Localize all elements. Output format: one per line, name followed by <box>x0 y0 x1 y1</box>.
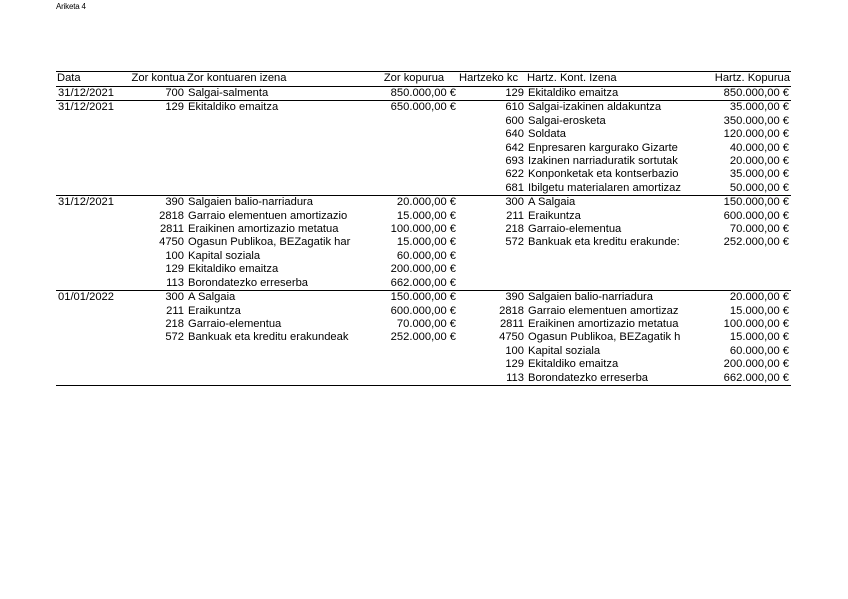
credit-account-number: 4750 <box>499 331 524 344</box>
credit-account-number: 113 <box>458 372 526 386</box>
debit-account-number: 129 <box>165 263 184 276</box>
table-row <box>56 331 791 344</box>
debit-account-name <box>186 345 370 358</box>
credit-account-number: 129 <box>505 358 524 371</box>
credit-amount <box>700 250 791 263</box>
debit-amount <box>370 115 458 128</box>
credit-account-number: 681 <box>505 181 524 194</box>
credit-account-number: 300 <box>458 196 526 210</box>
header-debit-amount: Zor kopurua <box>370 72 458 87</box>
credit-amount: 200.000,00 € <box>723 358 789 371</box>
credit-amount <box>700 277 791 291</box>
credit-account-name: Enpresaren kargurako Gizarte <box>528 141 678 154</box>
credit-amount: 150.000,00 € <box>700 196 791 210</box>
credit-amount: 15.000,00 € <box>729 304 789 317</box>
table-row <box>56 358 791 371</box>
header-credit-amount: Hartz. Kopurua <box>700 72 791 87</box>
entry-date <box>56 331 124 344</box>
credit-account-number: 100 <box>505 344 524 357</box>
debit-account-name <box>186 115 370 128</box>
table-row <box>56 250 791 263</box>
debit-account-name: Garraio elementuen amortizazio <box>188 209 348 222</box>
credit-account-number: 211 <box>506 209 524 222</box>
credit-account-name: Eraikuntza <box>528 209 581 222</box>
header-debit-account: Zor kontua <box>124 72 186 87</box>
debit-account-number: 390 <box>124 196 186 210</box>
table-row <box>56 101 791 115</box>
debit-amount: 662.000,00 € <box>390 276 456 289</box>
credit-account-number: 2811 <box>499 317 524 330</box>
credit-account-name: Ekitaldiko emaitza <box>528 358 619 371</box>
entry-date <box>56 223 124 236</box>
debit-account-number <box>124 142 186 155</box>
debit-account-number: 113 <box>166 276 184 289</box>
table-row <box>56 196 791 210</box>
entry-date: 01/01/2022 <box>56 291 124 305</box>
debit-amount <box>370 142 458 155</box>
credit-account-number: 129 <box>458 87 526 101</box>
credit-amount: 100.000,00 € <box>723 317 789 330</box>
credit-amount: 350.000,00 € <box>723 114 789 127</box>
entry-date <box>56 128 124 141</box>
entry-date <box>56 263 124 276</box>
debit-account-number: 300 <box>124 291 186 305</box>
table-row <box>56 223 791 236</box>
header-date: Data <box>56 72 124 87</box>
debit-account-name <box>186 155 370 168</box>
credit-account-name: Izakinen narriaduratik sortutak <box>528 155 678 168</box>
credit-account-name: Eraikinen amortizazio metatua <box>528 317 679 330</box>
debit-account-number: 572 <box>165 331 184 344</box>
header-debit-name: Zor kontuaren izena <box>186 72 370 87</box>
debit-amount: 150.000,00 € <box>370 291 458 305</box>
journal-body <box>56 87 791 386</box>
debit-amount: 650.000,00 € <box>370 101 458 115</box>
credit-account-number: 218 <box>505 223 524 236</box>
table-row <box>56 291 791 305</box>
table-row <box>56 277 791 291</box>
journal-table <box>56 71 791 386</box>
debit-account-number: 2811 <box>159 223 184 236</box>
debit-amount <box>370 372 458 386</box>
credit-account-name: Bankuak eta kreditu erakunde: <box>528 236 680 249</box>
debit-account-name <box>186 128 370 141</box>
debit-account-number <box>124 168 186 181</box>
entry-date: 31/12/2021 <box>56 196 124 210</box>
credit-account-number: 610 <box>458 101 526 115</box>
table-row <box>56 168 791 181</box>
debit-amount: 850.000,00 € <box>370 87 458 101</box>
table-row <box>56 128 791 141</box>
entry-date <box>56 115 124 128</box>
debit-account-number: 211 <box>166 304 184 317</box>
table-row <box>56 305 791 318</box>
entry-date <box>56 142 124 155</box>
debit-account-number: 700 <box>124 87 186 101</box>
credit-account-number: 642 <box>505 141 524 154</box>
credit-account-number <box>458 263 526 276</box>
credit-account-number: 572 <box>505 236 524 249</box>
debit-account-number <box>124 115 186 128</box>
debit-amount: 15.000,00 € <box>396 209 456 222</box>
table-row <box>56 345 791 358</box>
entry-date <box>56 372 124 386</box>
credit-amount: 600.000,00 € <box>723 209 789 222</box>
debit-account-name: Garraio-elementua <box>188 317 282 330</box>
debit-amount: 70.000,00 € <box>396 317 456 330</box>
credit-account-number: 2818 <box>499 304 524 317</box>
credit-account-name: A Salgaia <box>526 196 700 210</box>
debit-account-number <box>124 155 186 168</box>
credit-account-name: Kapital soziala <box>528 344 601 357</box>
debit-account-name: Ekitaldiko emaitza <box>188 263 279 276</box>
debit-amount: 100.000,00 € <box>390 223 456 236</box>
entry-date: 31/12/2021 <box>56 101 124 115</box>
entry-date <box>56 210 124 223</box>
debit-account-name <box>186 142 370 155</box>
credit-account-name: Borondatezko erreserba <box>526 372 700 386</box>
entry-date <box>56 155 124 168</box>
credit-account-name <box>526 277 700 291</box>
entry-date <box>56 305 124 318</box>
entry-date <box>56 250 124 263</box>
header-row <box>56 72 791 87</box>
credit-amount: 35.000,00 € <box>729 168 789 181</box>
credit-amount: 120.000,00 € <box>723 128 789 141</box>
table-row <box>56 210 791 223</box>
debit-amount <box>370 358 458 371</box>
credit-account-number <box>458 250 526 263</box>
debit-account-name: Eraikuntza <box>188 304 241 317</box>
header-credit-name: Hartz. Kont. Izena <box>526 72 700 87</box>
table-row <box>56 87 791 101</box>
debit-amount: 200.000,00 € <box>390 263 456 276</box>
debit-account-number: 2818 <box>159 209 184 222</box>
header-credit-account: Hartzeko kc <box>458 72 526 87</box>
debit-account-name <box>186 358 370 371</box>
document-title: Ariketa 4 <box>56 2 86 11</box>
table-row <box>56 236 791 249</box>
debit-amount: 252.000,00 € <box>390 331 456 344</box>
debit-account-number <box>124 372 186 386</box>
credit-account-name: Konponketak eta kontserbazio <box>528 168 679 181</box>
table-row <box>56 142 791 155</box>
entry-date: 31/12/2021 <box>56 87 124 101</box>
debit-account-number <box>124 358 186 371</box>
debit-amount <box>370 155 458 168</box>
entry-date <box>56 345 124 358</box>
credit-amount: 20.000,00 € <box>700 291 791 305</box>
debit-amount <box>370 128 458 141</box>
debit-account-name <box>186 372 370 386</box>
credit-account-number: 622 <box>505 168 524 181</box>
credit-account-name: Ogasun Publikoa, BEZagatik h <box>528 331 681 344</box>
debit-account-number <box>124 182 186 196</box>
credit-account-name: Ekitaldiko emaitza <box>526 87 700 101</box>
debit-account-number: 129 <box>124 101 186 115</box>
credit-amount: 50.000,00 € <box>729 181 789 194</box>
credit-amount: 850.000,00 € <box>700 87 791 101</box>
credit-account-name: Soldata <box>528 128 566 141</box>
credit-amount: 20.000,00 € <box>729 155 789 168</box>
credit-account-number: 640 <box>505 128 524 141</box>
credit-account-name: Garraio-elementua <box>528 223 622 236</box>
entry-date <box>56 182 124 196</box>
credit-account-number: 693 <box>505 155 524 168</box>
debit-account-number: 218 <box>165 317 184 330</box>
debit-amount <box>370 345 458 358</box>
debit-amount: 60.000,00 € <box>396 249 456 262</box>
table-row <box>56 115 791 128</box>
credit-amount: 60.000,00 € <box>729 344 789 357</box>
credit-account-name: Ibilgetu materialaren amortizaz <box>528 181 681 194</box>
credit-amount: 662.000,00 € <box>700 372 791 386</box>
credit-account-number: 390 <box>458 291 526 305</box>
entry-date <box>56 236 124 249</box>
debit-account-name: Kapital soziala <box>188 249 261 262</box>
entry-date <box>56 277 124 291</box>
debit-account-name: A Salgaia <box>186 291 370 305</box>
credit-account-name <box>526 250 700 263</box>
credit-amount: 40.000,00 € <box>729 141 789 154</box>
credit-account-name <box>526 263 700 276</box>
debit-account-name: Eraikinen amortizazio metatua <box>188 223 339 236</box>
debit-account-name: Salgai-salmenta <box>186 87 370 101</box>
entry-date <box>56 318 124 331</box>
debit-amount <box>370 182 458 196</box>
debit-account-name: Ogasun Publikoa, BEZagatik har <box>188 236 351 249</box>
debit-amount: 20.000,00 € <box>370 196 458 210</box>
entry-date <box>56 358 124 371</box>
entry-date <box>56 168 124 181</box>
debit-account-name <box>186 182 370 196</box>
credit-account-number <box>458 277 526 291</box>
table-row <box>56 155 791 168</box>
debit-account-name: Borondatezko erreserba <box>188 276 309 289</box>
debit-account-name: Salgaien balio-narriadura <box>186 196 370 210</box>
credit-amount: 15.000,00 € <box>729 331 789 344</box>
credit-amount: 70.000,00 € <box>729 223 789 236</box>
credit-account-name: Salgai-izakinen aldakuntza <box>526 101 700 115</box>
credit-amount: 35.000,00 € <box>700 101 791 115</box>
debit-amount: 600.000,00 € <box>390 304 456 317</box>
debit-account-number: 100 <box>165 249 184 262</box>
table-row <box>56 182 791 196</box>
debit-amount <box>370 168 458 181</box>
table-row <box>56 263 791 276</box>
debit-account-number: 4750 <box>159 236 184 249</box>
credit-account-name: Salgaien balio-narriadura <box>526 291 700 305</box>
debit-account-name: Ekitaldiko emaitza <box>186 101 370 115</box>
table-row <box>56 318 791 331</box>
debit-account-name: Bankuak eta kreditu erakundeak <box>188 331 349 344</box>
credit-account-number: 600 <box>505 114 524 127</box>
table-row <box>56 372 791 386</box>
debit-amount: 15.000,00 € <box>396 236 456 249</box>
debit-account-number <box>124 128 186 141</box>
credit-account-name: Garraio elementuen amortizaz <box>528 304 679 317</box>
credit-amount: 252.000,00 € <box>723 236 789 249</box>
debit-account-number <box>124 345 186 358</box>
credit-amount <box>700 263 791 276</box>
debit-account-name <box>186 168 370 181</box>
credit-account-name: Salgai-erosketa <box>528 114 606 127</box>
